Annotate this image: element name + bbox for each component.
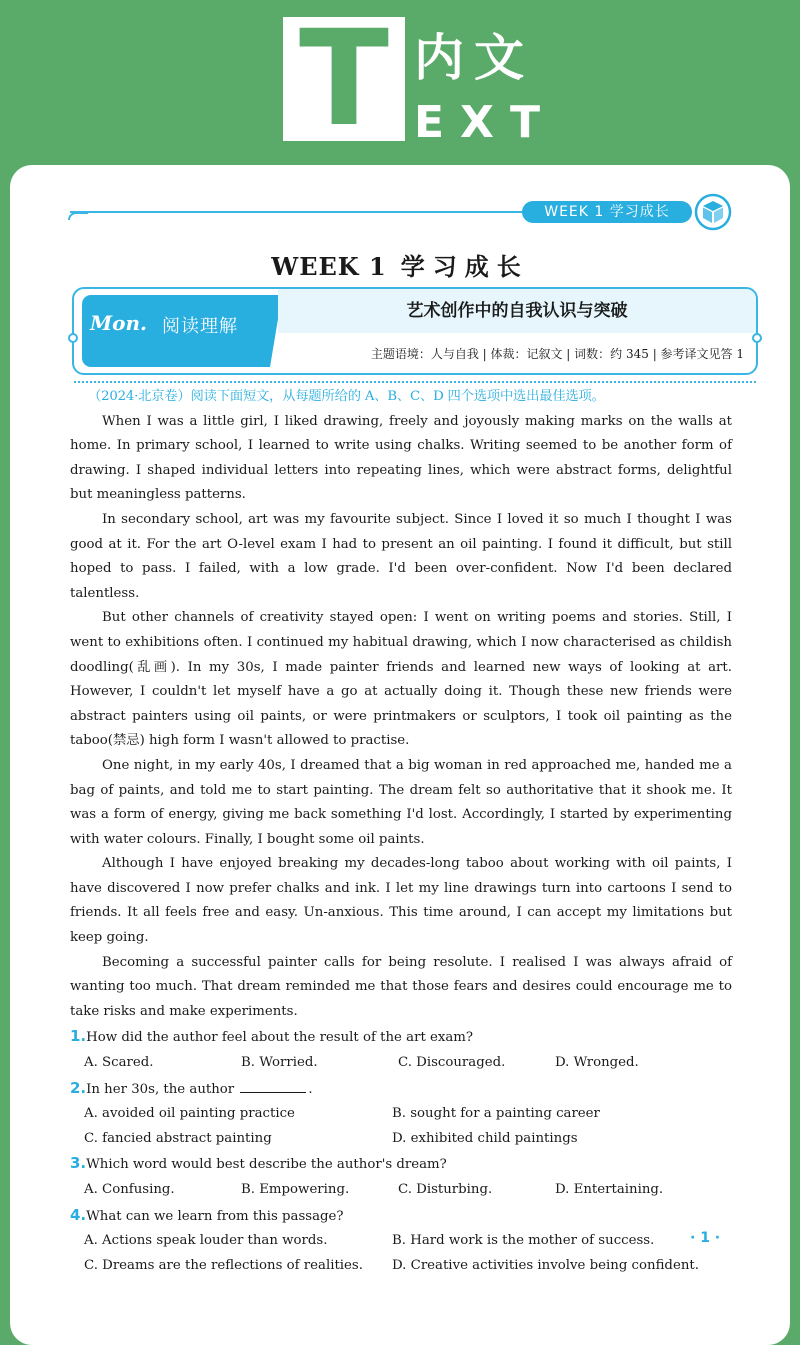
- option-a[interactable]: A. Scared.: [84, 1055, 154, 1071]
- question-text: How did the author feel about the result of the art exam?: [86, 1030, 474, 1046]
- option-c[interactable]: C. Discouraged.: [398, 1055, 506, 1071]
- option-c[interactable]: C. fancied abstract painting: [84, 1130, 272, 1146]
- question-text-end: .: [308, 1081, 313, 1097]
- t-logo-box: [283, 2, 405, 156]
- banner-section-type: 阅读理解: [162, 316, 238, 337]
- option-b[interactable]: B. Hard work is the mother of success.: [392, 1233, 655, 1249]
- question-3-options: [70, 1178, 732, 1203]
- week-divider-line: [70, 211, 540, 213]
- banner-day: Mon.: [90, 311, 147, 335]
- option-c[interactable]: C. Disturbing.: [398, 1182, 493, 1197]
- paragraph: Becoming a successful painter calls for being resolute. I realised I was always afraid of wanting too much. That dream reminded me that those fears and desires could encourage me to take risks and make experiments.: [70, 954, 732, 1019]
- reading-content: [70, 385, 732, 1278]
- question-4-options-row2: [70, 1254, 732, 1279]
- answer-blank[interactable]: [240, 1079, 306, 1093]
- page-title-week: WEEK 1: [271, 252, 387, 281]
- header-chinese-title: 内文: [414, 29, 534, 87]
- option-d[interactable]: D. exhibited child paintings: [392, 1130, 578, 1146]
- option-b[interactable]: B. sought for a painting career: [392, 1106, 600, 1122]
- banner-topic: 艺术创作中的自我认识与突破: [278, 289, 756, 333]
- header-english-title: EXT: [414, 97, 556, 148]
- option-d[interactable]: D. Wronged.: [555, 1055, 639, 1071]
- option-a[interactable]: A. Confusing.: [84, 1182, 175, 1197]
- banner-dot-left: [68, 333, 78, 343]
- week-line-cap: [68, 212, 88, 220]
- option-d[interactable]: D. Creative activities involve being confident.: [392, 1257, 699, 1273]
- question-number: 2.: [70, 1078, 87, 1097]
- option-b[interactable]: B. Worried.: [241, 1055, 318, 1071]
- section-banner: [72, 287, 758, 375]
- question-1: [70, 1024, 732, 1051]
- paragraph: Although I have enjoyed breaking my decades-long taboo about working with oil paints, I have discovered I now prefer chalks and ink. I let my line drawings turn into cartoons I send to friends. It all feels free and easy. Un-anxious. This time around, I can accept my limitations but keep going.: [70, 856, 732, 946]
- option-a[interactable]: A. Actions speak louder than words.: [84, 1233, 328, 1249]
- question-text: What can we learn from this passage?: [86, 1208, 344, 1224]
- page-card: [10, 165, 790, 1345]
- paragraph: One night, in my early 40s, I dreamed that a big woman in red approached me, handed me a bag of paints, and told me to start painting. The dream felt so authoritative that it shook me. It was a form of energy, giving me back something I'd lost. Accordingly, I started by experimenting with water colours. Finally, I bought some oil paints.: [70, 757, 732, 847]
- question-3: [70, 1151, 732, 1178]
- question-2-options-row2: [70, 1127, 732, 1152]
- page-number: · 1 ·: [690, 1230, 721, 1246]
- header: [0, 0, 800, 165]
- question-1-options: [70, 1051, 732, 1076]
- option-a[interactable]: A. avoided oil painting practice: [84, 1106, 295, 1122]
- question-number: 1.: [70, 1027, 87, 1046]
- question-4: [70, 1203, 732, 1230]
- page-title: [10, 247, 790, 282]
- week-tag: WEEK 1 学习成长: [522, 201, 692, 223]
- paragraph: But other channels of creativity stayed open: I went on writing poems and stories. Still, I went to exhibitions often. I continued my habitual drawing, which I now characterised as childish doodling(乱画). In my 30s, I made painter friends and learned new ways of looking at art. However, I couldn't let myself have a go at actually doing it. Though these new friends were abstract painters using oil paints, or were printmakers or sculptors, I took oil painting as the taboo(禁忌) high form I wasn't allowed to practise.: [70, 610, 732, 749]
- question-text: In her 30s, the author: [86, 1081, 235, 1097]
- option-b[interactable]: B. Empowering.: [241, 1182, 350, 1197]
- banner-meta: 主题语境：人与自我 | 体裁：记叙文 | 词数：约 345 | 参考译文见答 1: [370, 347, 744, 361]
- paragraph: In secondary school, art was my favourite subject. Since I loved it so much I thought I was good at it. For the art O-level exam I had to present an oil painting. I found it difficult, but still hoped to pass. I failed, with a low grade. I'd been over-confident. Now I'd been declared talentless.: [70, 511, 732, 601]
- question-2: [70, 1076, 732, 1103]
- option-d[interactable]: D. Entertaining.: [555, 1182, 664, 1197]
- banner-dot-right: [752, 333, 762, 343]
- question-4-options-row1: [70, 1229, 732, 1254]
- page-title-topic: 学习成长: [400, 252, 529, 281]
- question-number: 3.: [70, 1154, 87, 1173]
- paragraph: When I was a little girl, I liked drawing, freely and joyously making marks on the walls at home. In primary school, I learned to write using chalks. Writing seemed to be another form of drawing. I shaped individual letters into repeating lines, which were abstract forms, delightful but meaningless patterns.: [70, 413, 732, 503]
- question-text: Which word would best describe the author's dream?: [86, 1157, 447, 1173]
- banner-dotted-line: [74, 381, 756, 383]
- question-number: 4.: [70, 1205, 87, 1224]
- instruction: （2024·北京卷）阅读下面短文，从每题所给的 A、B、C、D 四个选项中选出最佳选项。: [88, 389, 605, 404]
- t-logo-letter: T: [298, 2, 390, 156]
- option-c[interactable]: C. Dreams are the reflections of realities.: [84, 1257, 363, 1273]
- question-2-options-row1: [70, 1102, 732, 1127]
- cube-icon: [694, 193, 732, 231]
